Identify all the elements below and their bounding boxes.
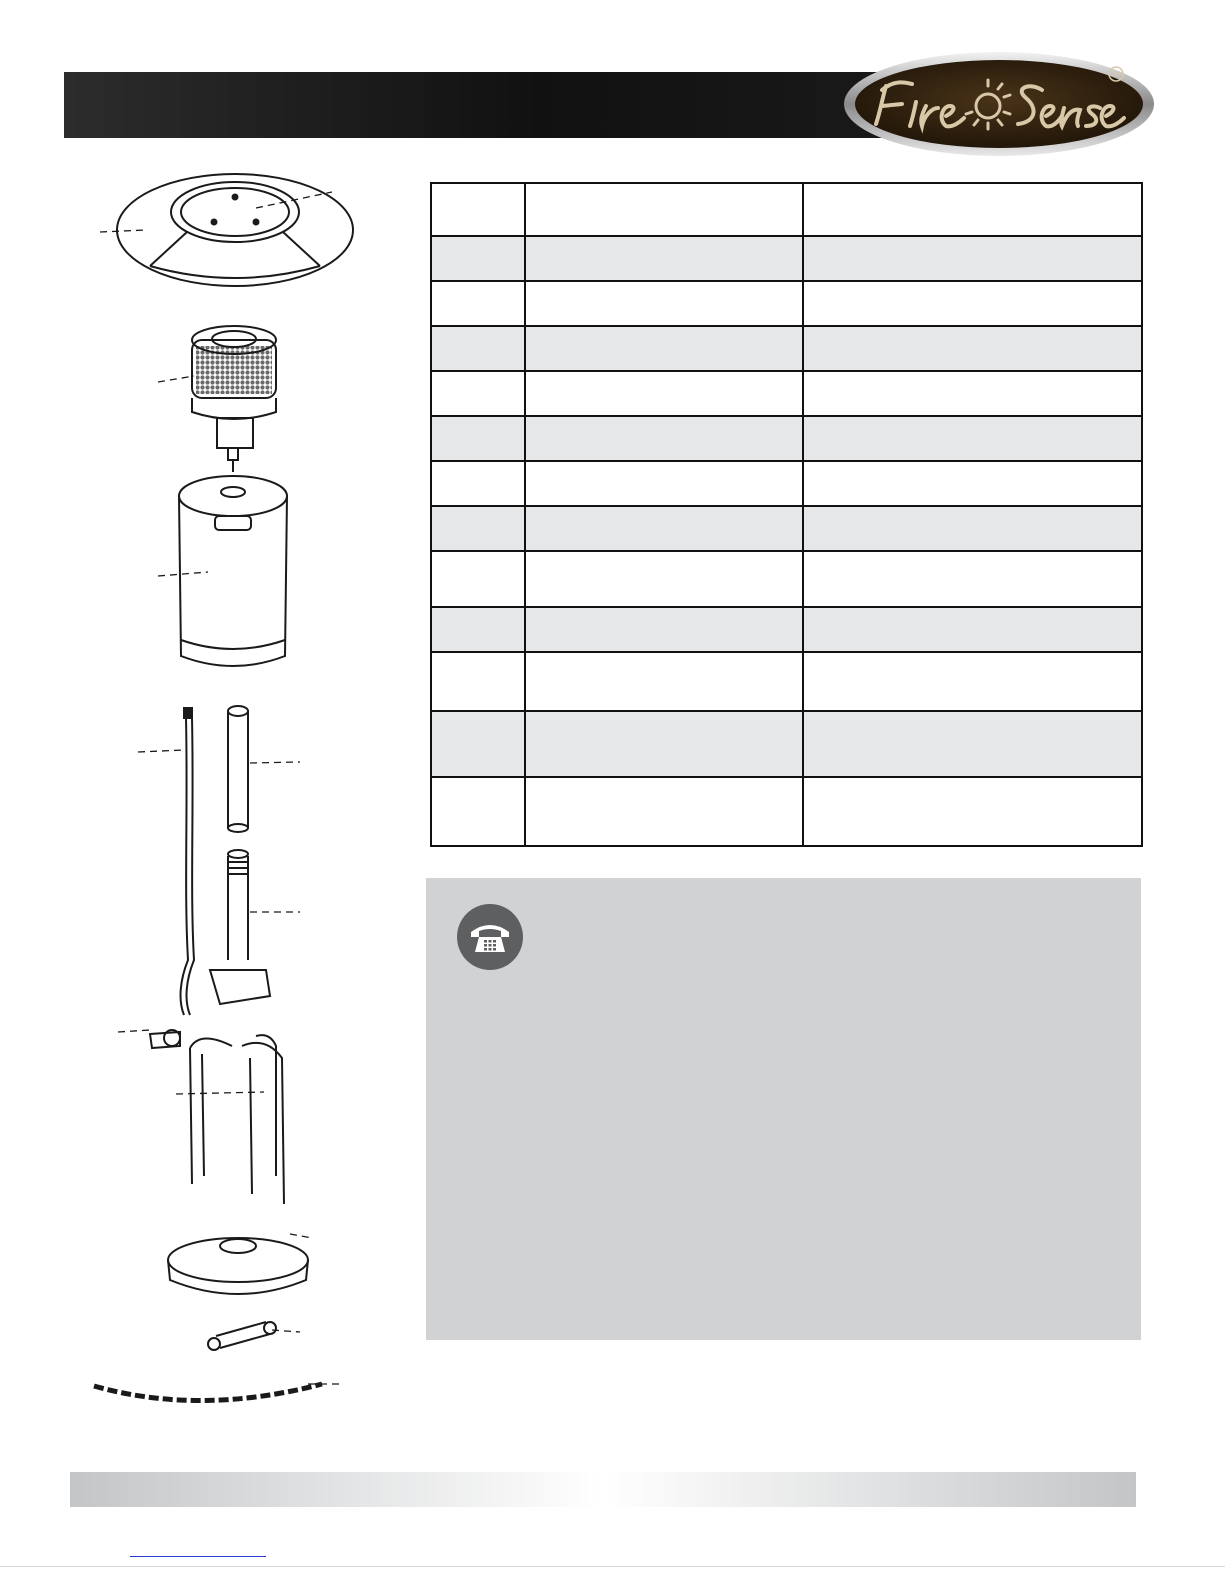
wheel-axle-icon [208, 1322, 300, 1350]
chain-icon [94, 1384, 342, 1401]
table-cell [431, 461, 525, 506]
table-cell [431, 416, 525, 461]
table-cell [803, 461, 1142, 506]
table-cell [525, 371, 803, 416]
table-cell [803, 506, 1142, 551]
table-row [431, 281, 1142, 326]
upper-post-icon [228, 706, 300, 832]
table-cell [525, 326, 803, 371]
table-cell [431, 607, 525, 652]
table-cell [525, 236, 803, 281]
reflector-icon [100, 174, 353, 286]
burner-head-icon [158, 326, 276, 472]
table-cell [803, 236, 1142, 281]
table-cell [525, 506, 803, 551]
parts-table [430, 182, 1143, 847]
table-row [431, 461, 1142, 506]
base-icon [168, 1234, 312, 1294]
svg-text:®: ® [1112, 69, 1120, 80]
table-cell [803, 371, 1142, 416]
parts-diagram [80, 170, 380, 1430]
tank-housing-icon [158, 476, 287, 666]
table-cell [431, 506, 525, 551]
table-cell [803, 711, 1142, 777]
table-cell [525, 416, 803, 461]
table-row [431, 777, 1142, 846]
table-cell [803, 183, 1142, 236]
footer-link[interactable] [130, 1556, 266, 1557]
footer-bar [70, 1472, 1136, 1507]
table-cell [803, 326, 1142, 371]
table-cell [525, 551, 803, 607]
table-row [431, 371, 1142, 416]
table-row [431, 607, 1142, 652]
table-cell [525, 711, 803, 777]
info-box [426, 878, 1141, 1340]
table-cell [431, 371, 525, 416]
table-cell [525, 461, 803, 506]
table-cell [431, 777, 525, 846]
bottom-rule [0, 1566, 1225, 1567]
table-cell [431, 183, 525, 236]
table-cell [525, 183, 803, 236]
table-cell [803, 551, 1142, 607]
table-cell [525, 652, 803, 711]
table-cell [431, 652, 525, 711]
regulator-valve-icon [118, 1030, 180, 1048]
table-cell [431, 711, 525, 777]
header-bar [64, 72, 924, 138]
table-row [431, 183, 1142, 236]
table-cell [525, 281, 803, 326]
table-cell [431, 281, 525, 326]
gas-hose-icon [138, 708, 194, 1015]
table-row [431, 506, 1142, 551]
support-legs-icon [176, 1035, 284, 1204]
table-cell [431, 236, 525, 281]
table-cell [525, 607, 803, 652]
table-row [431, 416, 1142, 461]
table-row [431, 236, 1142, 281]
table-cell [525, 777, 803, 846]
table-row [431, 551, 1142, 607]
table-cell [803, 652, 1142, 711]
table-cell [431, 326, 525, 371]
table-row [431, 711, 1142, 777]
table-cell [803, 416, 1142, 461]
lower-post-icon [210, 850, 300, 1004]
table-row [431, 652, 1142, 711]
table-cell [803, 777, 1142, 846]
table-cell [431, 551, 525, 607]
table-cell [803, 281, 1142, 326]
table-row [431, 326, 1142, 371]
telephone-icon [457, 904, 523, 970]
firesense-logo [842, 50, 1156, 158]
table-cell [803, 607, 1142, 652]
